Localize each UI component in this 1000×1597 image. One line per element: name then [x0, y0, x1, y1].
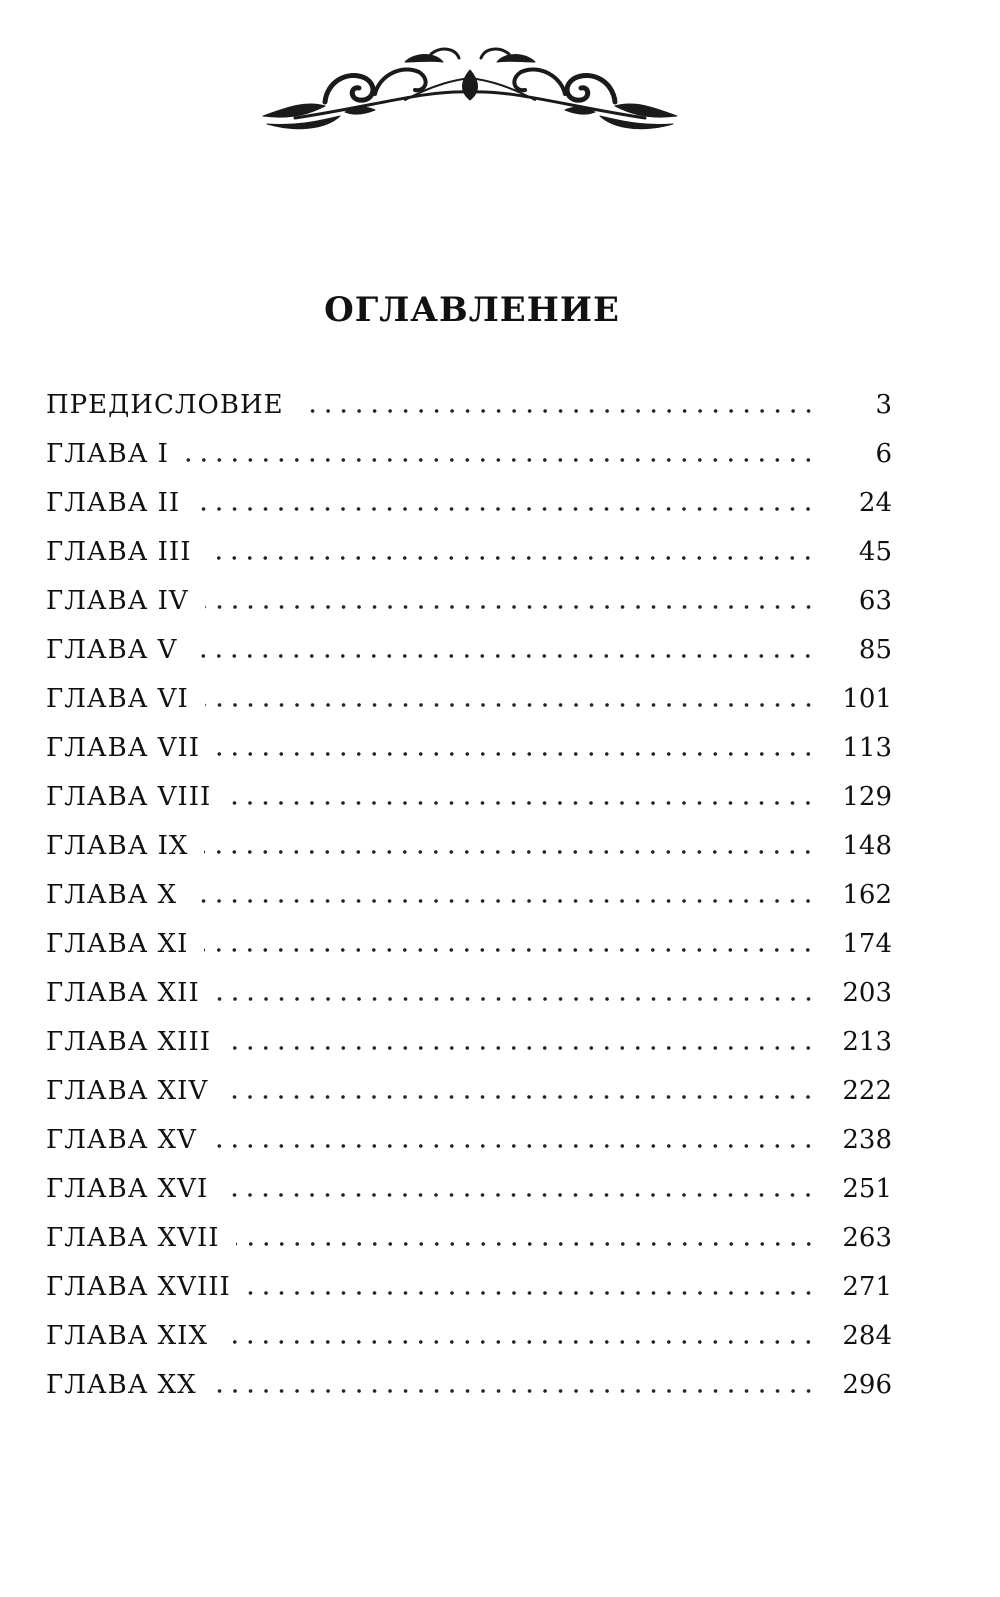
toc-entry-label: ГЛАВА XIII: [46, 1026, 211, 1057]
dot-leader: [247, 1291, 816, 1295]
dot-leader: [224, 1193, 816, 1197]
toc-entry-label: ГЛАВА II: [46, 487, 181, 518]
toc-entry: [46, 1360, 892, 1409]
toc-entry-page-number: 113: [842, 732, 892, 763]
toc-entry-label: ГЛАВА XX: [46, 1369, 197, 1400]
toc-entry-label: ГЛАВА III: [46, 536, 192, 567]
flourish-ornament-icon: [255, 40, 685, 140]
toc-entry: [46, 968, 892, 1017]
dot-leader: [236, 1242, 817, 1246]
dot-leader: [205, 703, 816, 707]
toc-entry-label: ГЛАВА XVIII: [46, 1271, 231, 1302]
toc-entry-label: ГЛАВА I: [46, 438, 169, 469]
dot-leader: [227, 801, 816, 805]
toc-entry: [46, 674, 892, 723]
toc-entry: [46, 1017, 892, 1066]
toc-entry-label: ГЛАВА XI: [46, 928, 189, 959]
dot-leader: [204, 948, 816, 952]
toc-entry-page-number: 203: [842, 977, 892, 1008]
toc-entry: [46, 870, 892, 919]
toc-entry-label: ГЛАВА XIX: [46, 1320, 208, 1351]
toc-entry-page-number: 129: [842, 781, 892, 812]
dot-leader: [300, 409, 816, 413]
toc-entry-page-number: 85: [858, 634, 892, 665]
toc-entry: [46, 1164, 892, 1213]
dot-leader: [213, 1144, 816, 1148]
dot-leader: [224, 1340, 816, 1344]
toc-entry: [46, 1262, 892, 1311]
dot-leader: [207, 556, 816, 560]
toc-entry-page-number: 162: [842, 879, 892, 910]
toc-entry-page-number: 238: [842, 1124, 892, 1155]
toc-entry-label: ПРЕДИСЛОВИЕ: [46, 389, 284, 420]
toc-entry: [46, 1311, 892, 1360]
toc-entry: [46, 1066, 892, 1115]
toc-entry-label: ГЛАВА V: [46, 634, 178, 665]
toc-entry: [46, 723, 892, 772]
toc-entry-page-number: 6: [875, 438, 892, 469]
toc-entry: [46, 478, 892, 527]
toc-entry-page-number: 174: [842, 928, 892, 959]
toc-entry-page-number: 3: [875, 389, 892, 420]
toc-entry-label: ГЛАВА X: [46, 879, 178, 910]
toc-entry-label: ГЛАВА IX: [46, 830, 189, 861]
dot-leader: [227, 1046, 816, 1050]
table-of-contents: [46, 380, 892, 1409]
toc-entry: [46, 625, 892, 674]
toc-entry-page-number: 251: [842, 1173, 892, 1204]
dot-leader: [204, 850, 816, 854]
toc-entry: [46, 1115, 892, 1164]
dot-leader: [216, 752, 816, 756]
dot-leader: [216, 997, 816, 1001]
toc-entry: [46, 821, 892, 870]
toc-entry-page-number: 45: [858, 536, 892, 567]
dot-leader: [193, 899, 816, 903]
toc-entry-page-number: 296: [842, 1369, 892, 1400]
toc-entry-label: ГЛАВА VII: [46, 732, 200, 763]
dot-leader: [213, 1389, 816, 1393]
toc-entry-page-number: 284: [842, 1320, 892, 1351]
toc-entry: [46, 527, 892, 576]
toc-entry-page-number: 24: [858, 487, 892, 518]
dot-leader: [193, 654, 816, 658]
toc-entry-page-number: 271: [842, 1271, 892, 1302]
dot-leader: [196, 507, 816, 511]
toc-entry-label: ГЛАВА XV: [46, 1124, 197, 1155]
dot-leader: [224, 1095, 816, 1099]
toc-entry-label: ГЛАВА XVII: [46, 1222, 220, 1253]
toc-entry: [46, 576, 892, 625]
toc-entry-page-number: 263: [842, 1222, 892, 1253]
dot-leader: [205, 605, 816, 609]
toc-entry-page-number: 222: [842, 1075, 892, 1106]
toc-entry-label: ГЛАВА XVI: [46, 1173, 209, 1204]
toc-entry: [46, 429, 892, 478]
toc-entry-label: ГЛАВА IV: [46, 585, 189, 616]
toc-entry: [46, 1213, 892, 1262]
toc-entry-label: ГЛАВА XIV: [46, 1075, 209, 1106]
toc-entry: [46, 772, 892, 821]
toc-entry-label: ГЛАВА VI: [46, 683, 189, 714]
toc-entry: [46, 919, 892, 968]
page-title: ОГЛАВЛЕНИЕ: [324, 290, 620, 330]
dot-leader: [185, 458, 816, 462]
toc-entry-label: ГЛАВА XII: [46, 977, 200, 1008]
toc-entry: [46, 380, 892, 429]
toc-entry-page-number: 213: [842, 1026, 892, 1057]
toc-entry-page-number: 101: [842, 683, 892, 714]
toc-entry-label: ГЛАВА VIII: [46, 781, 212, 812]
toc-entry-page-number: 148: [842, 830, 892, 861]
toc-entry-page-number: 63: [858, 585, 892, 616]
